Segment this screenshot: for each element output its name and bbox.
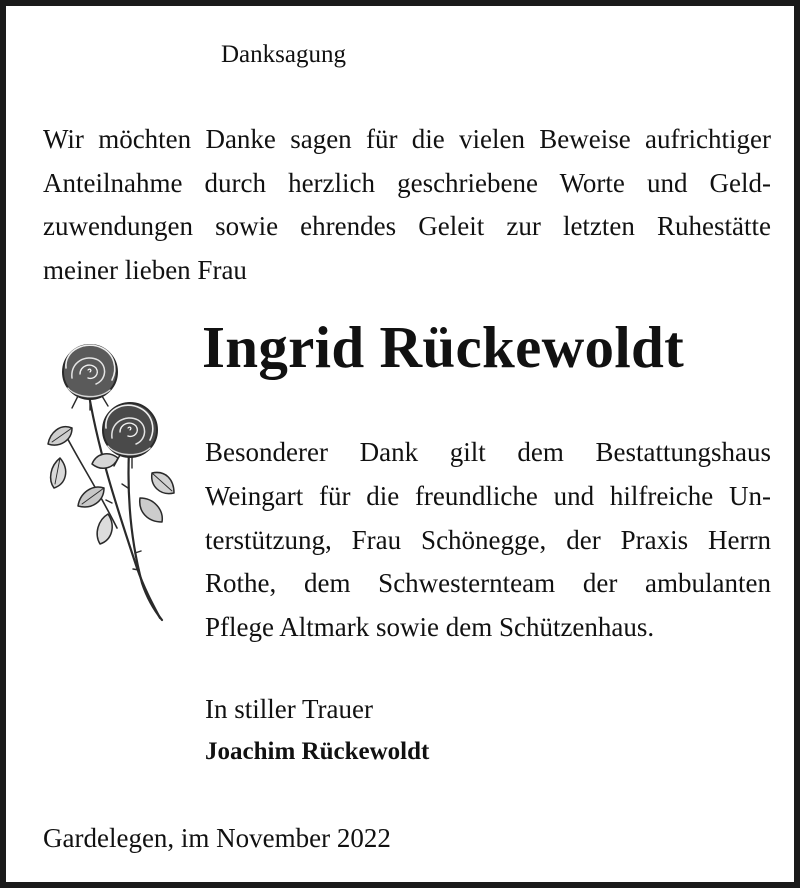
intro-line: Wir möchten Danke sagen für die vielen Beweise aufrichtiger <box>43 124 771 154</box>
roses-icon <box>42 338 177 623</box>
intro-line: zuwendungen sowie ehrendes Geleit zur letzten Ruhestätte <box>43 211 771 241</box>
place-date: Gardelegen, im November 2022 <box>43 823 391 853</box>
thanks-line: Besonderer Dank gilt dem Bestattungshaus <box>205 437 771 467</box>
mourning-phrase: In stiller Trauer <box>205 694 373 724</box>
thanks-line: Pflege Altmark sowie dem Schützenhaus. <box>205 612 655 642</box>
deceased-name: Ingrid Rückewoldt <box>202 314 685 380</box>
signer-name: Joachim Rückewoldt <box>205 738 430 765</box>
intro-line: meiner lieben Frau <box>43 255 247 285</box>
notice-heading: Danksagung <box>221 41 346 68</box>
thanks-line: Weingart für die freundliche und hilfreiche Un- <box>205 481 771 511</box>
thanks-line: Rothe, dem Schwesternteam der ambulanten <box>205 568 771 598</box>
thanks-line: terstützung, Frau Schönegge, der Praxis Herrn <box>205 525 771 555</box>
intro-line: Anteilnahme durch herzlich geschriebene Worte und Geld- <box>43 168 771 198</box>
